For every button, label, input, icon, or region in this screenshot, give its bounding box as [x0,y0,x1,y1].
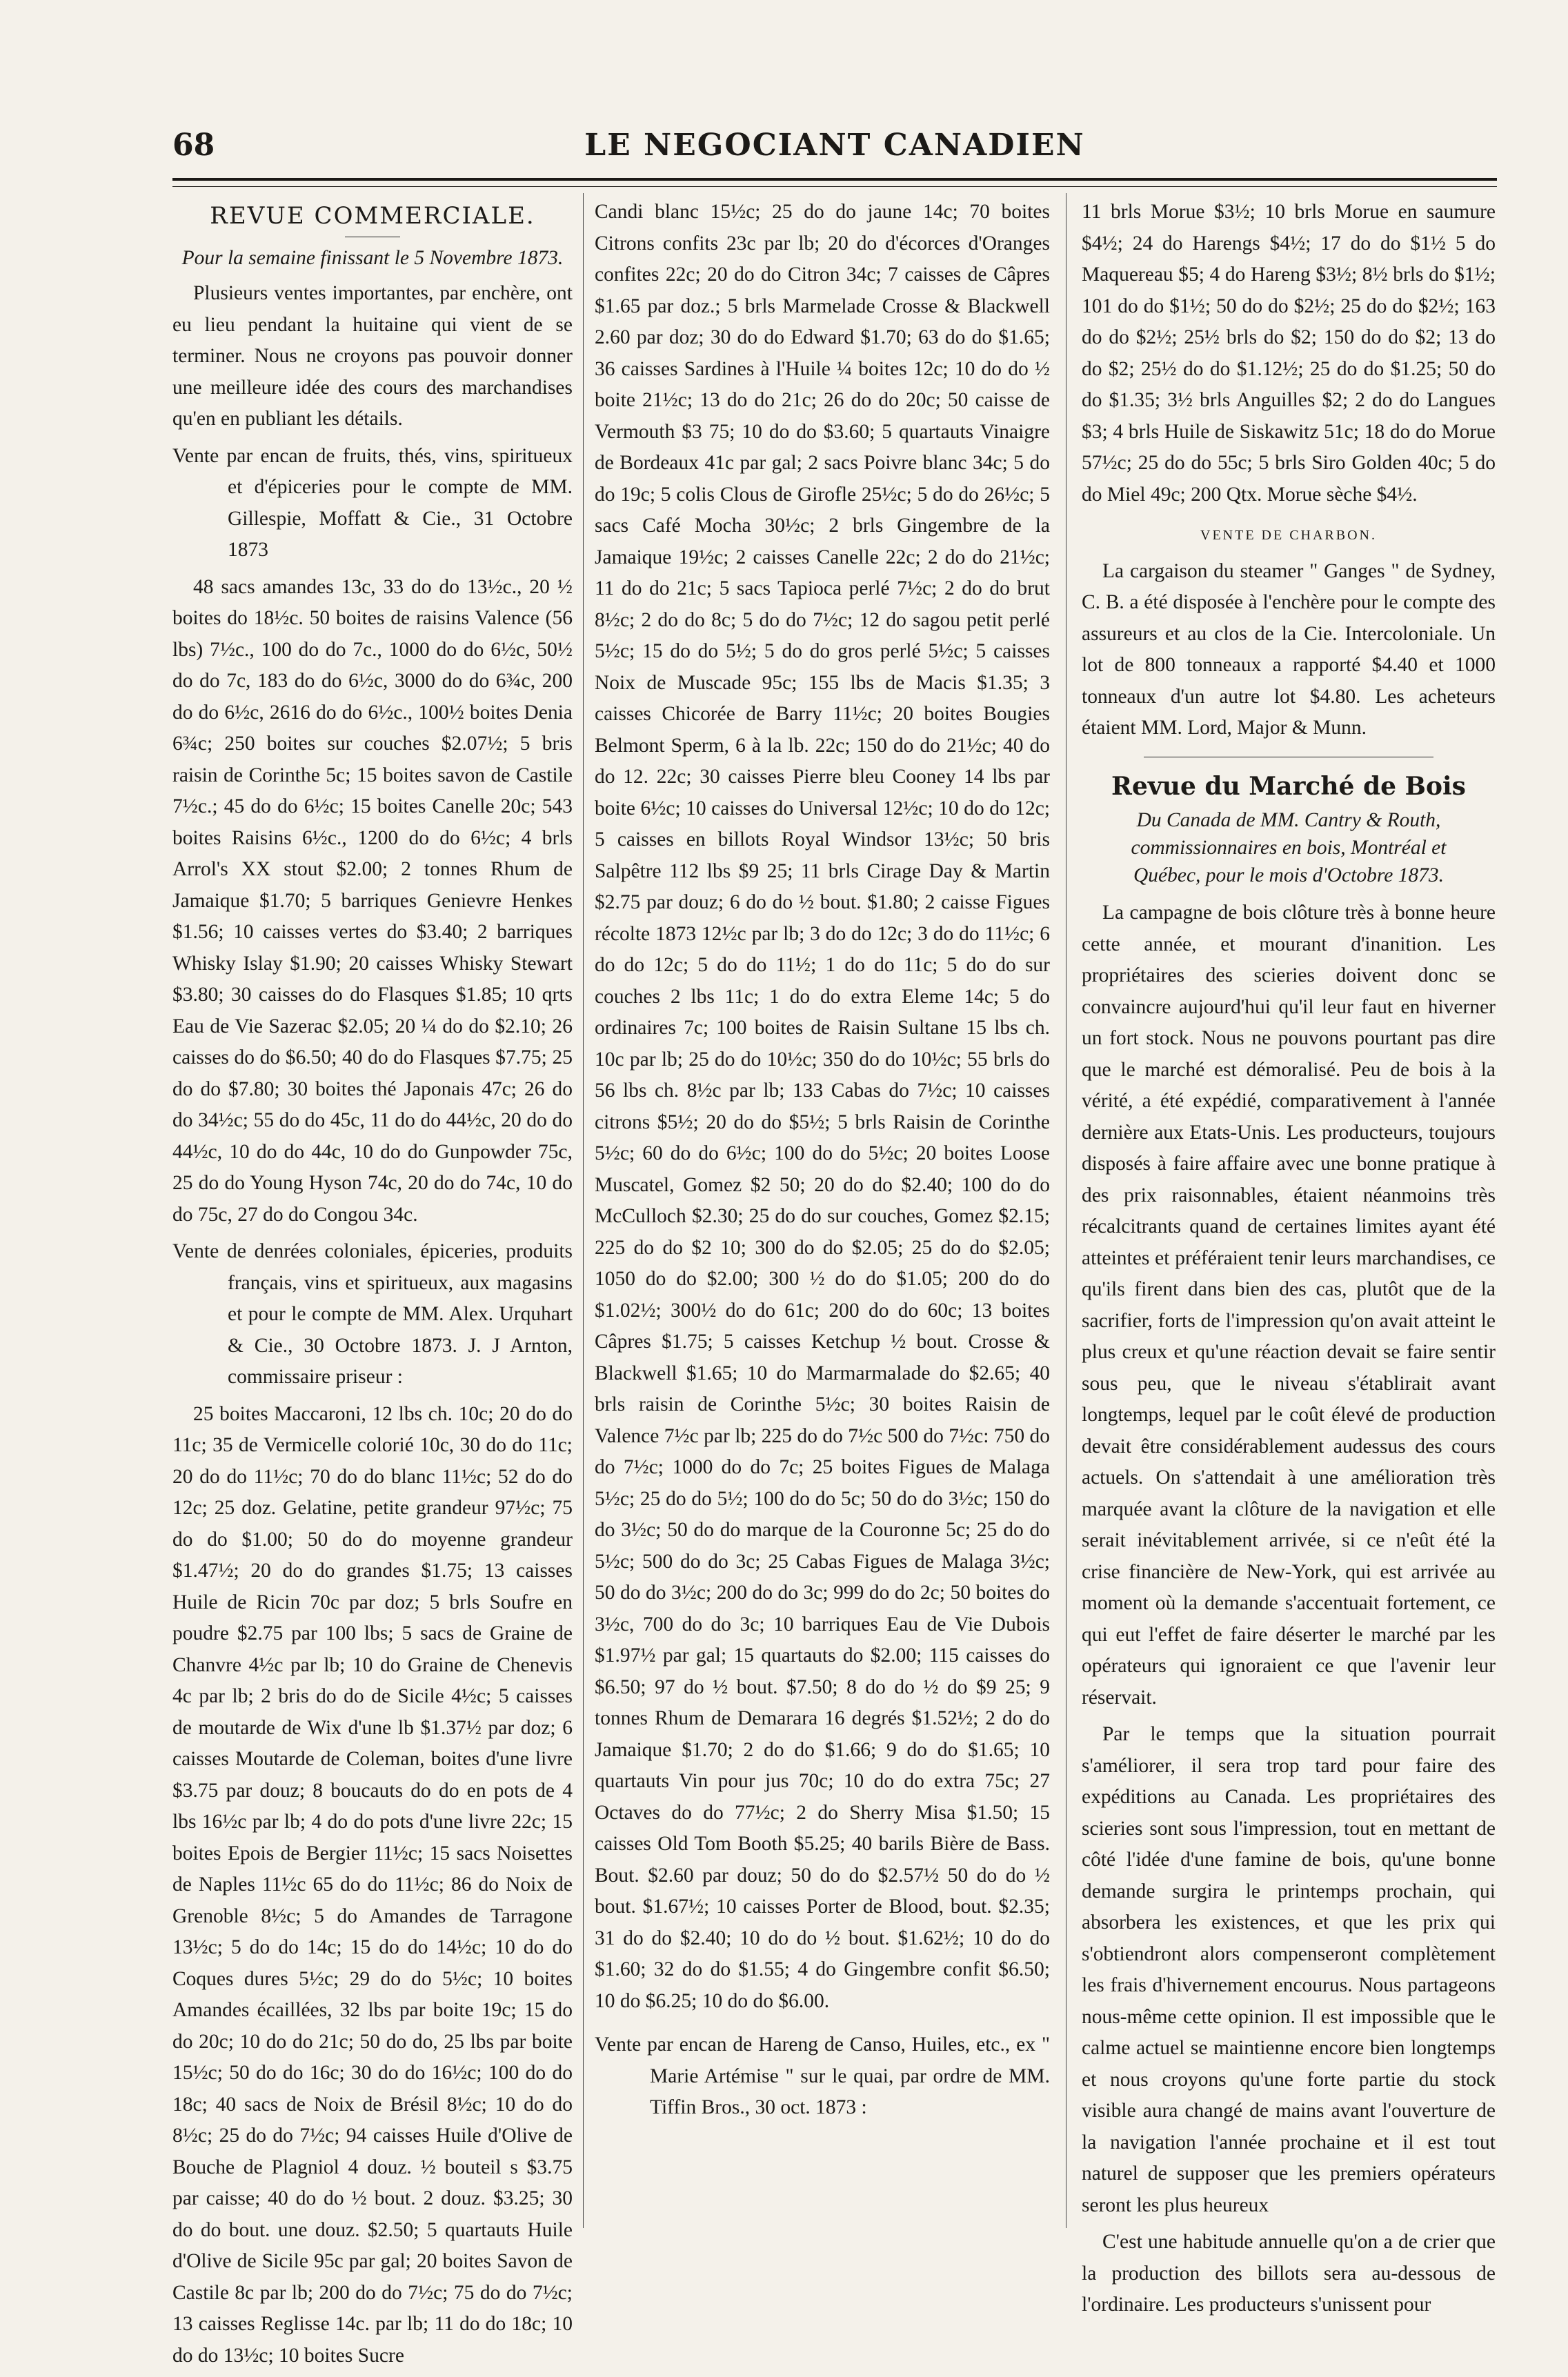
article-paragraph: Par le temps que la situation pourrait s'améliorer, il sera trop tard pour faire des expéditions au Canada. Les propriétaires des scieries sont sous l'impression, tout en mettant de côté l'idée d'une famine de bois, qu'une bonne demande surgira le printemps prochain, qui absorbera les existences, et que les prix qui s'obtiendront alors compenseront complètement les frais d'hivernement encourus. Nous partageons nous-même cette opinion. Il est impossible que le calme actuel se maintienne encore bien longtemps et nous croyons qu'une forte partie du stock visible aura changé de mains avant l'ouverture de la navigation l'année prochaine et il est tout naturel de supposer que les premiers opérateurs seront les plus heureux [1082,1723,1496,2216]
article-paragraph: La campagne de bois clôture très à bonne heure cette année, et mourant d'inanition. Les propriétaires des scieries doivent donc se convaincre aujourd'hui qu'il leur faut en hiverner un fort stock. Nous ne pouvons pourtant pas dire que le marché est démoralisé. Peu de bois à la vérité, a été expédié, comparativement à l'année dernière aux Etats-Unis. Les producteurs, toujours disposés à faire affaire avec une bonne pratique à des prix raisonnables, étaient néanmoins très récalcitrants quand de certaines limites ayant été atteintes et préféraient tenir leurs marchandises, ce qu'ils firent dans bien des cas, plutôt que de la sacrifier, forts de l'impression qu'on avait atteint le plus creux et qu'une réaction devait se faire sentir sous peu, que le niveau s'établirait avant longtemps, lequel par le coût élevé de production devait être considérablement audessus des cours actuels. On s'attendait à une amélioration très marquée avant la clôture de la navigation et elle serait inévitablement arrivée, si ce n'eût été la crise financière de New-York, qui est arrivée au moment où la demande s'accentuait fortement, ce qui eut l'effet de faire déserter le marché par les opérateurs qui ignoraient ce que l'avenir leur réservait. [1082,902,1496,1709]
sale-details: 48 sacs amandes 13c, 33 do do 13½c., 20 ½ boites do 18½c. 50 boites de raisins Valence (56 lbs) 7½c., 100 do do 7c., 1000 do do 6½c, 50½ do do 7c, 183 do do 6½c, 3000 do do 6¾c, 200 do do 6½c, 2616 do do 6½c., 100½ boites Denia 6¾c; 250 boites sur couches $2.07½; 5 bris raisin de Corinthe 5c; 15 boites savon de Castile 7½c.; 45 do do 6½c; 15 boites Canelle 20c; 543 boites Raisins 6½c., 1200 do do 6½c; 4 brls Arrol's XX stout $2.00; 2 tonnes Rhum de Jamaique $1.70; 5 barriques Genievre Henkes $1.56; 10 caisses vertes do $3.40; 2 barriques Whisky Islay $1.90; 20 caisses Whisky Stewart $3.80; 30 caisses do do Flasques $1.85; 10 qrts Eau de Vie Sazerac $2.05; 20 ¼ do do $2.10; 26 caisses do do $6.50; 40 do do Flasques $7.75; 25 do do $7.80; 30 boites thé Japonais 47c; 26 do do 34½c; 55 do do 45c, 11 do do 44½c, 20 do do 44½c, 10 do do 44c, 10 do do Gunpowder 75c, 25 do do Young Hyson 74c, 20 do do 74c, 10 do do 75c, 27 do do Congou 34c. [172,575,573,1226]
section-byline: Pour la semaine finissant le 5 Novembre 1873. [181,246,564,269]
masthead: LE NEGOCIANT CANADIEN [584,128,1085,163]
page-number: 68 [172,128,215,163]
sale-details: Candi blanc 15½c; 25 do do jaune 14c; 70 boites Citrons confits 23c par lb; 20 do d'écorces d'Oranges confites 22c; 20 do do Citron 34c; 7 caisses de Câpres $1.65 par doz.; 5 brls Marmelade Crosse & Blackwell 2.60 par doz; 30 do do Edward $1.70; 63 do do $1.65; 36 caisses Sardines à l'Huile ¼ boites 12c; 10 do do ½ boite 21½c; 13 do do 21c; 26 do do 20c; 50 caisse de Vermouth $3 75; 10 do do $3.60; 5 quartauts Vinaigre de Bordeaux 41c par gal; 2 sacs Poivre blanc 34c; 5 do do 19c; 5 colis Clous de Girofle 25½c; 5 do do 26½c; 5 sacs Café Mocha 30½c; 2 brls Gingembre de la Jamaique 19½c; 2 caisses Canelle 22c; 2 do do 21½c; 11 do do 21c; 5 sacs Tapioca perlé 7½c; 2 do do brut 8½c; 2 do do 8c; 5 do do 7½c; 12 do sagou petit perlé 5½c; 15 do do 5½; 5 do do gros perlé 5½c; 5 caisses Noix de Muscade 95c; 155 lbs de Macis $1.35; 3 caisses Chicorée de Barry 11½c; 20 boites Bougies Belmont Sperm, 6 à la lb. 22c; 150 do do 21½c; 40 do do 12. 22c; 30 caisses Pierre bleu Cooney 14 lbs par boite 6½c; 10 caisses do Universal 12½c; 10 do do 12c; 5 caisses en billots Royal Windsor 13½c; 50 bris Salpêtre 112 lbs $9 25; 11 brls Cirage Day & Martin $2.75 par douz; 6 do do ½ bout. $1.80; 2 caisse Figues récolte 1873 12½c par lb; 3 do do 12c; 3 do do 11½c; 6 do do 12c; 5 do do 11½; 1 do do 11c; 5 do do sur couches 2 lbs 11c; 1 do do extra Eleme 14c; 5 do ordinaires 7c; 100 boites de Raisin Sultane 15 lbs ch. 10c par lb; 25 do do 10½c; 350 do do 10½c; 55 brls do 56 lbs ch. 8½c par lb; 133 Cabas do 7½c; 10 caisses citrons $5½; 20 do do $5½; 5 brls Raisin de Corinthe 5½c; 60 do do 6½c; 100 do do 5½c; 20 boites Loose Muscatel, Gomez $2 50; 20 do do $2.40; 100 do do McCulloch $2.30; 25 do do sur couches, Gomez $2.15; 225 do do $2 10; 300 do do $2.05; 25 do do $2.05; 1050 do do $2.00; 300 ½ do do $1.05; 200 do do $1.02½; 300½ do do 61c; 200 do do 60c; 13 boites Câpres $1.75; 5 caisses Ketchup ½ bout. Crosse & Blackwell $1.65; 10 do Marmarmalade do $2.65; 40 brls raisin de Corinthe 5½c; 30 boites Raisin de Valence 7½c par lb; 225 do do 7½c 500 do 7½c: 750 do do 7½c; 1000 do do 7c; 25 boites Figues de Malaga 5½c; 25 do do 5½; 100 do do 5c; 50 do do 3½c; 150 do do 3½c; 50 do do marque de la Couronne 5c; 25 do do 5½c; 500 do do 3c; 25 Cabas Figues de Malaga 3½c; 50 do do 3½c; 200 do do 3c; 999 do do 2c; 50 boites do 3½c, 700 do do 3c; 10 barriques Eau de Vie Dubois $1.97½ par gal; 15 quartauts do $2.00; 115 caisses do $6.50; 97 do ½ bout. $7.50; 8 do do ½ do $9 25; 9 tonnes Rhum de Demarara 16 degrés $1.52½; 2 do do Jamaique $1.70; 2 do do $1.66; 9 do do $1.65; 10 quartauts Vin pour jus 70c; 10 do do extra 75c; 27 Octaves do do 77½c; 2 do Sherry Misa $1.50; 15 caisses Old Tom Booth $5.25; 40 barils Bière de Bass. Bout. $2.60 par douz; 50 do do $2.57½ 50 do do ½ bout. $1.67½; 10 caisses Porter de Blood, bout. $2.35; 31 do do $2.40; 10 do do ½ bout. $1.62½; 10 do do $1.60; 32 do do $1.55; 4 do Gingembre confit $6.50; 10 do $6.25; 10 do do $6.00. [595,201,1050,2012]
article-paragraph: C'est une habitude annuelle qu'on a de crier que la production des billots sera au-dessous de l'ordinaire. Les producteurs s'unissent pour [1082,2231,1496,2316]
sale-heading: Vente par encan de fruits, thés, vins, spiritueux et d'épiceries pour le compte de MM. Gillespie, Moffatt & Cie., 31 Octobre 1873 [172,444,573,561]
header-rule [172,178,1497,181]
section-byline: Du Canada de MM. Cantry & Routh, commissionnaires en bois, Montréal et Québec, pour le mois d'Octobre 1873. [1131,809,1447,886]
sale-heading: Vente de denrées coloniales, épiceries, produits français, vins et spiritueux, aux magasins et pour le compte de MM. Alex. Urquhart & Cie., 30 Octobre 1873. J. J Arnton, commissaire priseur : [172,1240,573,1388]
column-divider [583,193,584,2228]
sale-heading: Vente par encan de Hareng de Canso, Huiles, etc., ex " Marie Artémise " sur le quai, par ordre de MM. Tiffin Bros., 30 oct. 1873 : [595,2033,1050,2118]
column-2 [595,197,1050,2129]
section-title: REVUE COMMERCIALE. [210,202,535,230]
column-1 [172,197,573,2377]
sale-details: 25 boites Maccaroni, 12 lbs ch. 10c; 20 do do 11c; 35 de Vermicelle colorié 10c, 30 do do 11c; 20 do do 11½c; 70 do do blanc 11½c; 52 do do 12c; 25 doz. Gelatine, petite grandeur 97½c; 75 do do $1.00; 50 do do moyenne grandeur $1.47½; 20 do do grandes $1.75; 13 caisses Huile de Ricin 70c par doz; 5 brls Soufre en poudre $2.75 par 100 lbs; 5 sacs de Graine de Chanvre 4½c par lb; 10 do Graine de Chenevis 4c par lb; 2 bris do do de Sicile 4½c; 5 caisses de moutarde de Wix d'une lb $1.37½ par doz; 6 caisses Moutarde de Coleman, boites d'une livre $3.75 par douz; 8 boucauts do do en pots de 4 lbs 16½c par lb; 4 do do pots d'une livre 22c; 15 boites Epois de Bergier 11½c; 15 sacs Noisettes de Naples 11½c 65 do do 11½c; 86 do Noix de Grenoble 8½c; 5 do Amandes de Tarragone 13½c; 5 do do 14c; 15 do do 14½c; 10 do do Coques dures 5½c; 29 do do 5½c; 10 boites Amandes écaillées, 32 lbs par boite 19c; 15 do do 20c; 10 do do 21c; 50 do do, 25 lbs par boite 15½c; 50 do do 16c; 30 do do 16½c; 100 do do 18c; 40 sacs de Noix de Brésil 8½c; 10 do do 8½c; 25 do do 7½c; 94 caisses Huile d'Olive de Bouche de Plagniol 4 douz. ½ bouteil s $3.75 par caisse; 40 do do ½ bout. 2 douz. $3.25; 30 do do bout. une douz. $2.50; 5 quartauts Huile d'Olive de Sicile 95c par gal; 20 boites Savon de Castile 8c par lb; 200 do do 7½c; 75 do do 7½c; 13 caisses Reglisse 14c. par lb; 11 do do 18c; 10 do do 13½c; 10 boites Sucre [172,1402,573,2367]
column-3 [1082,197,1496,2327]
section-title: Revue du Marché de Bois [1111,771,1466,801]
charbon-paragraph: La cargaison du steamer " Ganges " de Sydney, C. B. a été disposée à l'enchère pour le compte des assureurs et au clos de la Cie. Intercoloniale. Un lot de 800 tonneaux a rapporté $4.40 et 1000 tonneaux d'un autre lot $4.80. Les acheteurs étaient MM. Lord, Major & Munn. [1082,559,1496,739]
intro-paragraph: Plusieurs ventes importantes, par enchère, ont eu lieu pendant la huitaine qui vient de se terminer. Nous ne croyons pas pouvoir donner une meilleure idée des cours des marchandises qu'en en publiant les détails. [172,282,573,430]
page-header [172,128,1497,176]
subsection-heading: VENTE DE CHARBON. [1200,528,1377,543]
sale-details: 11 brls Morue $3½; 10 brls Morue en saumure $4½; 24 do Harengs $4½; 17 do do $1½ 5 do Maquereau $5; 4 do Hareng $3½; 8½ brls do $1½; 101 do do $1½; 50 do do $2½; 25 do do $2½; 163 do do $2½; 25½ brls do $2; 150 do do $2; 13 do do $2; 25½ do do $1.12½; 25 do do $1.25; 50 do do $1.35; 3½ brls Anguilles $2; 2 do do Langues $3; 4 brls Huile de Siskawitz 51c; 18 do do Morue 57½c; 25 do do 55c; 5 brls Siro Golden 40c; 5 do do Miel 49c; 200 Qtx. Morue sèche $4½. [1082,201,1496,506]
header-rule-thin [172,186,1497,187]
